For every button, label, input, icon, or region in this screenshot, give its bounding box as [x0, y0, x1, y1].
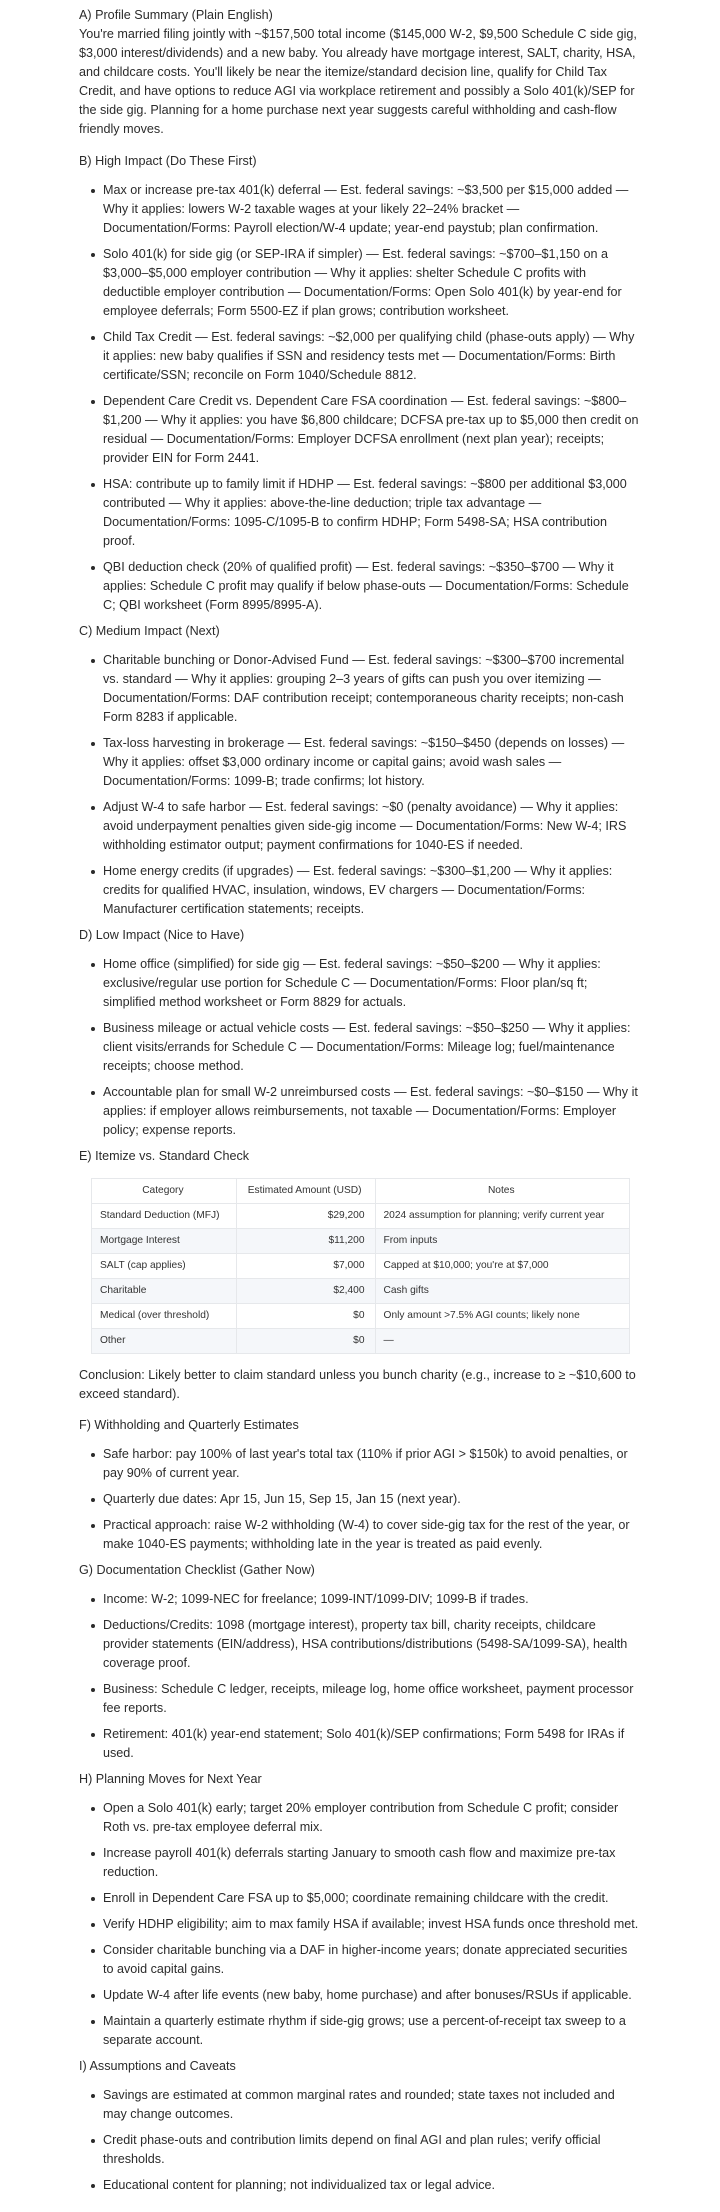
- itemize-table-container: [91, 1178, 630, 1354]
- column-header-category: Category: [92, 1179, 237, 1204]
- documentation-list: [79, 1590, 640, 1763]
- profile-summary-text: You're married filing jointly with ~$157,500 total income ($145,000 W-2, $9,500 Schedule C side gig, $3,000 interest/dividends) and a new baby. You already have mortgage interest, SALT, charity, HSA, and childcare costs. You'll likely be near the itemize/standard decision line, qualify for Child Tax Credit, and have options to reduce AGI via workplace retirement and possibly a Solo 401(k)/SEP for the side gig. Planning for a home purchase next year suggests careful withholding and cash-flow friendly moves.: [79, 27, 637, 136]
- list-item: Max or increase pre-tax 401(k) deferral — Est. federal savings: ~$3,500 per $15,000 added — Why it applies: lowers W-2 taxable wages at your likely 22–24% bracket — Documentation/Forms: Payroll election/W-4 update; year-end paystub; plan confirmation.: [103, 181, 640, 238]
- table-row: [92, 1254, 630, 1279]
- cell-notes: —: [375, 1329, 629, 1354]
- cell-category: Standard Deduction (MFJ): [92, 1204, 237, 1229]
- cell-notes: Only amount >7.5% AGI counts; likely none: [375, 1304, 629, 1329]
- withholding-list: [79, 1445, 640, 1554]
- cell-amount: $29,200: [236, 1204, 375, 1229]
- list-item: Safe harbor: pay 100% of last year's total tax (110% if prior AGI > $150k) to avoid penalties, or pay 90% of current year.: [103, 1445, 640, 1483]
- column-header-notes: Notes: [375, 1179, 629, 1204]
- list-item: Quarterly due dates: Apr 15, Jun 15, Sep 15, Jan 15 (next year).: [103, 1490, 640, 1509]
- section-heading: E) Itemize vs. Standard Check: [79, 1149, 250, 1163]
- section-profile-summary: [79, 6, 640, 139]
- table-row: [92, 1329, 630, 1354]
- low-impact-list: [79, 955, 640, 1140]
- list-item: Child Tax Credit — Est. federal savings: ~$2,000 per qualifying child (phase-outs apply) — Why it applies: new baby qualifies if SSN and residency tests met — Documentation/Forms: Birth certificate/SSN; reconcile on Form 1040/Schedule 8812.: [103, 328, 640, 385]
- cell-category: Mortgage Interest: [92, 1229, 237, 1254]
- list-item: Solo 401(k) for side gig (or SEP-IRA if simpler) — Est. federal savings: ~$700–$1,150 on a $3,000–$5,000 employer contribution — Why it applies: shelter Schedule C profits with deductible employer contribution — Documentation/Forms: Open Solo 401(k) by year-end for employee deferrals; Form 5500-EZ if plan grows; contribution worksheet.: [103, 245, 640, 321]
- list-item: Charitable bunching or Donor-Advised Fund — Est. federal savings: ~$300–$700 incremental vs. standard — Why it applies: grouping 2–3 years of gifts can push you over itemizing — Documentation/Forms: DAF contribution receipt; contemporaneous charity receipts; non-cash Form 8283 if applicable.: [103, 651, 640, 727]
- list-item: Business: Schedule C ledger, receipts, mileage log, home office worksheet, payment processor fee reports.: [103, 1680, 640, 1718]
- list-item: Accountable plan for small W-2 unreimbursed costs — Est. federal savings: ~$0–$150 — Why it applies: if employer allows reimbursements, not taxable — Documentation/Forms: Employer policy; expense reports.: [103, 1083, 640, 1140]
- section-heading: G) Documentation Checklist (Gather Now): [79, 1563, 315, 1577]
- list-item: Educational content for planning; not individualized tax or legal advice.: [103, 2176, 640, 2195]
- section-planning-moves: [79, 1770, 640, 2050]
- section-high-impact: [79, 152, 640, 615]
- section-heading: F) Withholding and Quarterly Estimates: [79, 1418, 299, 1432]
- cell-notes: 2024 assumption for planning; verify current year: [375, 1204, 629, 1229]
- list-item: Retirement: 401(k) year-end statement; Solo 401(k)/SEP confirmations; Form 5498 for IRAs if used.: [103, 1725, 640, 1763]
- list-item: Deductions/Credits: 1098 (mortgage interest), property tax bill, charity receipts, childcare provider statements (EIN/address), HSA contributions/distributions (5498-SA/1099-SA), health coverage proof.: [103, 1616, 640, 1673]
- itemize-conclusion: Conclusion: Likely better to claim standard unless you bunch charity (e.g., increase to ≥ ~$10,600 to exceed standard).: [79, 1368, 636, 1401]
- cell-category: Medical (over threshold): [92, 1304, 237, 1329]
- list-item: Verify HDHP eligibility; aim to max family HSA if available; invest HSA funds once threshold met.: [103, 1915, 640, 1934]
- list-item: Credit phase-outs and contribution limits depend on final AGI and plan rules; verify official thresholds.: [103, 2131, 640, 2169]
- list-item: Enroll in Dependent Care FSA up to $5,000; coordinate remaining childcare with the credit.: [103, 1889, 640, 1908]
- section-documentation-checklist: [79, 1561, 640, 1763]
- list-item: Open a Solo 401(k) early; target 20% employer contribution from Schedule C profit; consider Roth vs. pre-tax employee deferral mix.: [103, 1799, 640, 1837]
- list-item: Tax-loss harvesting in brokerage — Est. federal savings: ~$150–$450 (depends on losses) — Why it applies: offset $3,000 ordinary income or capital gains; avoid wash sales — Documentation/Forms: 1099-B; trade confirms; lot history.: [103, 734, 640, 791]
- list-item: QBI deduction check (20% of qualified profit) — Est. federal savings: ~$350–$700 — Why it applies: Schedule C profit may qualify if below phase-outs — Documentation/Forms: Schedule C; QBI worksheet (Form 8995/8995-A).: [103, 558, 640, 615]
- cell-category: Other: [92, 1329, 237, 1354]
- list-item: Update W-4 after life events (new baby, home purchase) and after bonuses/RSUs if applicable.: [103, 1986, 640, 2005]
- list-item: Home office (simplified) for side gig — Est. federal savings: ~$50–$200 — Why it applies: exclusive/regular use portion for Schedule C — Documentation/Forms: Floor plan/sq ft; simplified method worksheet or Form 8829 for actuals.: [103, 955, 640, 1012]
- list-item: Business mileage or actual vehicle costs — Est. federal savings: ~$50–$250 — Why it applies: client visits/errands for Schedule C — Documentation/Forms: Mileage log; fuel/maintenance receipts; choose method.: [103, 1019, 640, 1076]
- section-heading: A) Profile Summary (Plain English): [79, 8, 273, 22]
- list-item: Adjust W-4 to safe harbor — Est. federal savings: ~$0 (penalty avoidance) — Why it applies: avoid underpayment penalties given side-gig income — Documentation/Forms: New W-4; IRS withholding estimator output; payment confirmations for 1040-ES if needed.: [103, 798, 640, 855]
- table-row: [92, 1229, 630, 1254]
- table-row: [92, 1204, 630, 1229]
- medium-impact-list: [79, 651, 640, 919]
- section-heading: H) Planning Moves for Next Year: [79, 1772, 262, 1786]
- cell-notes: From inputs: [375, 1229, 629, 1254]
- list-item: Home energy credits (if upgrades) — Est. federal savings: ~$300–$1,200 — Why it applies: credits for qualified HVAC, insulation, windows, EV chargers — Documentation/Forms: Manufacturer certification statements; receipts.: [103, 862, 640, 919]
- section-heading: B) High Impact (Do These First): [79, 154, 257, 168]
- cell-notes: Capped at $10,000; you're at $7,000: [375, 1254, 629, 1279]
- table-row: [92, 1279, 630, 1304]
- table-row: [92, 1304, 630, 1329]
- list-item: Consider charitable bunching via a DAF in higher-income years; donate appreciated securities to avoid capital gains.: [103, 1941, 640, 1979]
- list-item: Maintain a quarterly estimate rhythm if side-gig grows; use a percent-of-receipt tax sweep to a separate account.: [103, 2012, 640, 2050]
- cell-amount: $2,400: [236, 1279, 375, 1304]
- high-impact-list: [79, 181, 640, 615]
- column-header-amount: Estimated Amount (USD): [236, 1179, 375, 1204]
- section-withholding-estimates: [79, 1416, 640, 1554]
- cell-notes: Cash gifts: [375, 1279, 629, 1304]
- section-itemize-vs-standard: [79, 1147, 640, 1404]
- section-heading: C) Medium Impact (Next): [79, 624, 220, 638]
- section-medium-impact: [79, 622, 640, 919]
- itemize-table: [91, 1178, 630, 1354]
- section-heading: D) Low Impact (Nice to Have): [79, 928, 245, 942]
- table-header-row: [92, 1179, 630, 1204]
- cell-amount: $0: [236, 1329, 375, 1354]
- cell-category: SALT (cap applies): [92, 1254, 237, 1279]
- list-item: Savings are estimated at common marginal rates and rounded; state taxes not included and may change outcomes.: [103, 2086, 640, 2124]
- planning-moves-list: [79, 1799, 640, 2050]
- section-assumptions-caveats: [79, 2057, 640, 2195]
- list-item: Increase payroll 401(k) deferrals starting January to smooth cash flow and maximize pre-tax reduction.: [103, 1844, 640, 1882]
- assumptions-list: [79, 2086, 640, 2195]
- list-item: HSA: contribute up to family limit if HDHP — Est. federal savings: ~$800 per additional $3,000 contributed — Why it applies: above-the-line deduction; triple tax advantage — Documentation/Forms: 1095-C/1095-B to confirm HDHP; Form 5498-SA; HSA contribution proof.: [103, 475, 640, 551]
- cell-category: Charitable: [92, 1279, 237, 1304]
- cell-amount: $11,200: [236, 1229, 375, 1254]
- list-item: Income: W-2; 1099-NEC for freelance; 1099-INT/1099-DIV; 1099-B if trades.: [103, 1590, 640, 1609]
- section-low-impact: [79, 926, 640, 1140]
- section-heading: I) Assumptions and Caveats: [79, 2059, 236, 2073]
- cell-amount: $7,000: [236, 1254, 375, 1279]
- list-item: Dependent Care Credit vs. Dependent Care FSA coordination — Est. federal savings: ~$800–$1,200 — Why it applies: you have $6,800 childcare; DCFSA pre-tax up to $5,000 then credit on residual — Documentation/Forms: Employer DCFSA enrollment (next plan year); receipts; provider EIN for Form 2441.: [103, 392, 640, 468]
- cell-amount: $0: [236, 1304, 375, 1329]
- list-item: Practical approach: raise W-2 withholding (W-4) to cover side-gig tax for the rest of the year, or make 1040-ES payments; withholding late in the year is treated as paid evenly.: [103, 1516, 640, 1554]
